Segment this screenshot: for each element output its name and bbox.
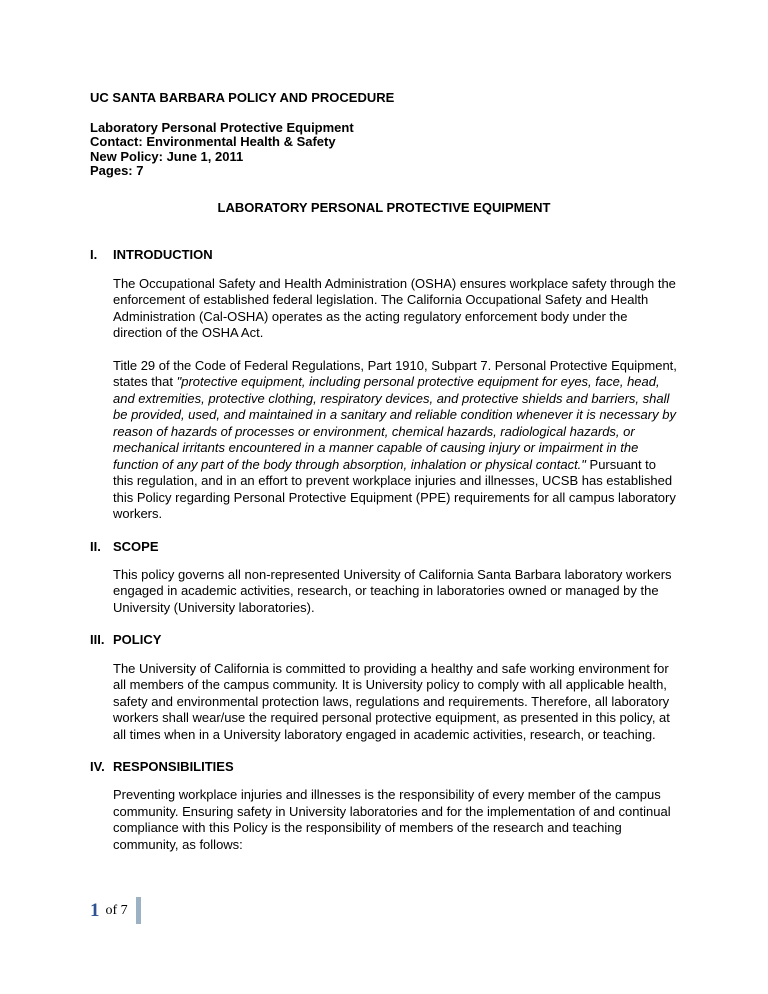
- section-number: III.: [90, 632, 105, 648]
- policy-meta-block: [90, 121, 678, 179]
- section-responsibilities: [90, 759, 678, 853]
- paragraph: The Occupational Safety and Health Administration (OSHA) ensures workplace safety through the enforcement of established federal legislation. The California Occupational Safety and Health Administration (Cal-OSHA) operates as the acting regulatory enforcement body under the direction of the OSHA Act.: [113, 275, 676, 341]
- section-number: IV.: [90, 759, 105, 775]
- meta-line-document-title: Laboratory Personal Protective Equipment: [90, 119, 354, 135]
- footer-accent-bar: [136, 897, 141, 924]
- section-number: II.: [90, 538, 101, 554]
- regulation-quote-text: "protective equipment, including personal protective equipment for eyes, face, head, and extremities, protective clothing, respiratory devices, and protective shields and barriers, shall be provided, used, and maintained in a sanitary and reliable condition whenever it is necessary by reason of hazards of processes or environment, chemical hazards, radiological hazards, or mechanical irritants encountered in a manner capable of causing injury or impairment in the function of any part of the body through absorption, inhalation or physical contact.": [113, 374, 676, 472]
- meta-line-contact: Contact: Environmental Health & Safety: [90, 134, 336, 150]
- section-scope: [90, 539, 678, 617]
- section-heading: INTRODUCTION: [113, 247, 213, 263]
- section-heading-row: [90, 759, 678, 775]
- section-heading-row: [90, 632, 678, 648]
- section-heading-row: [90, 247, 678, 263]
- section-heading: POLICY: [113, 632, 162, 648]
- section-heading: SCOPE: [113, 538, 159, 554]
- paragraph: The University of California is committed to providing a healthy and safe working environment for all members of the campus community. It is University policy to comply with all applicable health, safety and environmental protection laws, regulations and requirements. Therefore, all laboratory workers shall wear/use the required personal protective equipment, as presented in this policy, at all times when in a University laboratory engaged in academic activities, research, or teaching.: [113, 660, 670, 742]
- meta-line-pages: Pages: 7: [90, 163, 144, 179]
- policy-header-line: UC SANTA BARBARA POLICY AND PROCEDURE: [90, 90, 395, 105]
- paragraph-with-quote: [113, 358, 678, 523]
- page-count-text: of 7: [105, 902, 128, 918]
- section-heading-row: [90, 539, 678, 555]
- page-number: 1: [90, 900, 100, 921]
- page-footer: [90, 897, 141, 924]
- section-number: I.: [90, 247, 98, 263]
- quote-pre-text: Title 29 of the Code of Federal Regulations, Part 1910, Subpart 7. Personal Protective Equipment, states that: [113, 357, 677, 390]
- section-introduction: [90, 247, 678, 522]
- paragraph: Preventing workplace injuries and illnesses is the responsibility of every member of the campus community. Ensuring safety in University laboratories and for the implementation of and continual compliance with this Policy is the responsibility of members of the research and teaching community, as follows:: [113, 787, 671, 852]
- section-heading: RESPONSIBILITIES: [113, 759, 234, 775]
- quote-post-text: Pursuant to this regulation, and in an effort to prevent workplace injuries and illnesses, UCSB has established this Policy regarding Personal Protective Equipment (PPE) requirements for all campus laboratory workers.: [113, 456, 676, 522]
- paragraph: This policy governs all non-represented University of California Santa Barbara laboratory workers engaged in academic activities, research, or teaching in laboratories owned or managed by the University (University laboratories).: [113, 566, 672, 615]
- section-policy: [90, 632, 678, 743]
- meta-line-new-policy-date: New Policy: June 1, 2011: [90, 148, 244, 164]
- document-title: LABORATORY PERSONAL PROTECTIVE EQUIPMENT: [217, 199, 551, 215]
